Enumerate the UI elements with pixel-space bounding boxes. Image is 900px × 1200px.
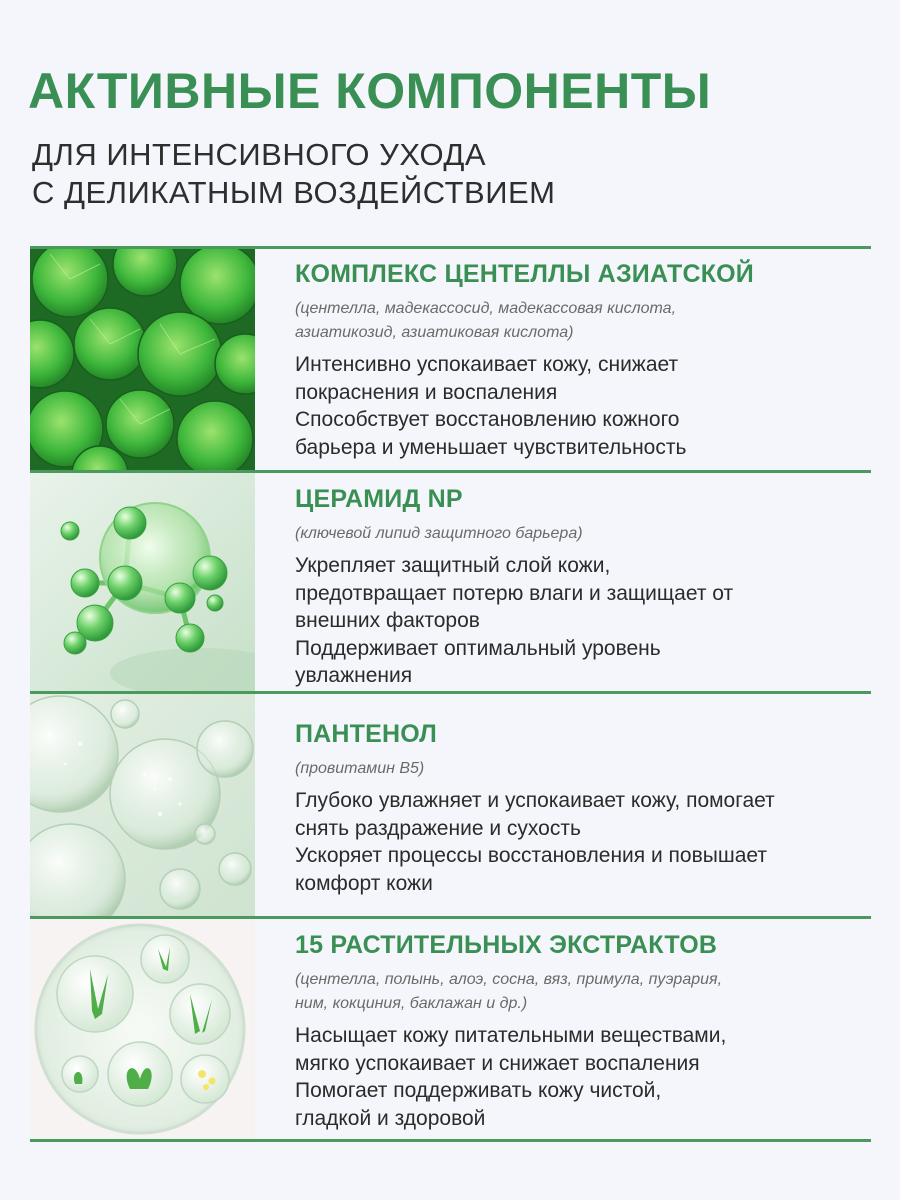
ingredient-note xyxy=(295,297,865,345)
description-line: внешних факторов xyxy=(295,609,480,632)
ingredient-heading: КОМПЛЕКС ЦЕНТЕЛЛЫ АЗИАТСКОЙ xyxy=(295,260,754,288)
description-line: предотвращает потерю влаги и защищает от xyxy=(295,581,734,605)
ingredient-row-panthenol xyxy=(30,694,871,916)
description-line: комфорт кожи xyxy=(295,871,433,895)
description-line: барьера и уменьшает чувствительность xyxy=(295,435,687,459)
description-line: Глубоко увлажняет и успокаивает кожу, помогает xyxy=(295,789,775,812)
subtitle-line: С ДЕЛИКАТНЫМ ВОЗДЕЙСТВИЕМ xyxy=(32,175,556,210)
ingredient-heading: ЦЕРАМИД NP xyxy=(295,485,463,513)
ingredient-row-plant-extracts xyxy=(30,919,871,1139)
ingredient-text xyxy=(295,485,865,690)
subtitle-line: ДЛЯ ИНТЕНСИВНОГО УХОДА xyxy=(32,137,487,172)
page-subtitle xyxy=(32,136,556,212)
ingredient-note xyxy=(295,757,865,781)
description-line: Поддерживает оптимальный уровень xyxy=(295,636,661,660)
description-line: Интенсивно успокаивает кожу, снижает xyxy=(295,353,679,376)
centella-leaves-icon xyxy=(30,249,255,470)
description-line: гладкой и здоровой xyxy=(295,1106,486,1130)
ingredient-note xyxy=(295,522,865,546)
panthenol-bubbles-icon xyxy=(30,694,255,916)
ingredient-text xyxy=(295,260,865,461)
description-line: Помогает поддерживать кожу чистой, xyxy=(295,1079,662,1102)
description-line: Насыщает кожу питательными веществами, xyxy=(295,1024,727,1047)
ingredient-text xyxy=(295,720,865,897)
note-line: азиатикозид, азиатиковая кислота) xyxy=(295,324,574,341)
description-line: Способствует восстановлению кожного xyxy=(295,408,680,431)
ingredient-description xyxy=(295,552,865,690)
ingredient-description xyxy=(295,351,865,461)
description-line: Укрепляет защитный слой кожи, xyxy=(295,554,611,577)
note-line: (провитамин В5) xyxy=(295,760,425,777)
ingredient-text xyxy=(295,931,865,1132)
note-line: (центелла, полынь, алоэ, сосна, вяз, примула, пуэрария, xyxy=(295,971,723,988)
ingredient-heading: ПАНТЕНОЛ xyxy=(295,720,438,748)
description-line: мягко успокаивает и снижает воспаления xyxy=(295,1051,700,1075)
ingredient-description xyxy=(295,787,865,897)
divider xyxy=(30,1139,871,1142)
plant-extracts-dish-icon xyxy=(30,919,255,1139)
ceramide-molecule-icon xyxy=(30,473,255,691)
ingredient-row-centella xyxy=(30,249,871,470)
description-line: увлажнения xyxy=(295,664,413,687)
page-title: АКТИВНЫЕ КОМПОНЕНТЫ xyxy=(28,63,712,119)
ingredient-row-ceramide xyxy=(30,473,871,691)
description-line: Ускоряет процессы восстановления и повышает xyxy=(295,844,767,867)
note-line: (центелла, мадекассосид, мадекассовая кислота, xyxy=(295,300,677,317)
note-line: ним, кокциния, баклажан и др.) xyxy=(295,995,528,1012)
description-line: покраснения и воспаления xyxy=(295,380,558,404)
ingredient-heading: 15 РАСТИТЕЛЬНЫХ ЭКСТРАКТОВ xyxy=(295,931,718,959)
ingredient-description xyxy=(295,1022,865,1132)
note-line: (ключевой липид защитного барьера) xyxy=(295,525,583,542)
description-line: снять раздражение и сухость xyxy=(295,816,581,840)
ingredient-note xyxy=(295,968,865,1016)
